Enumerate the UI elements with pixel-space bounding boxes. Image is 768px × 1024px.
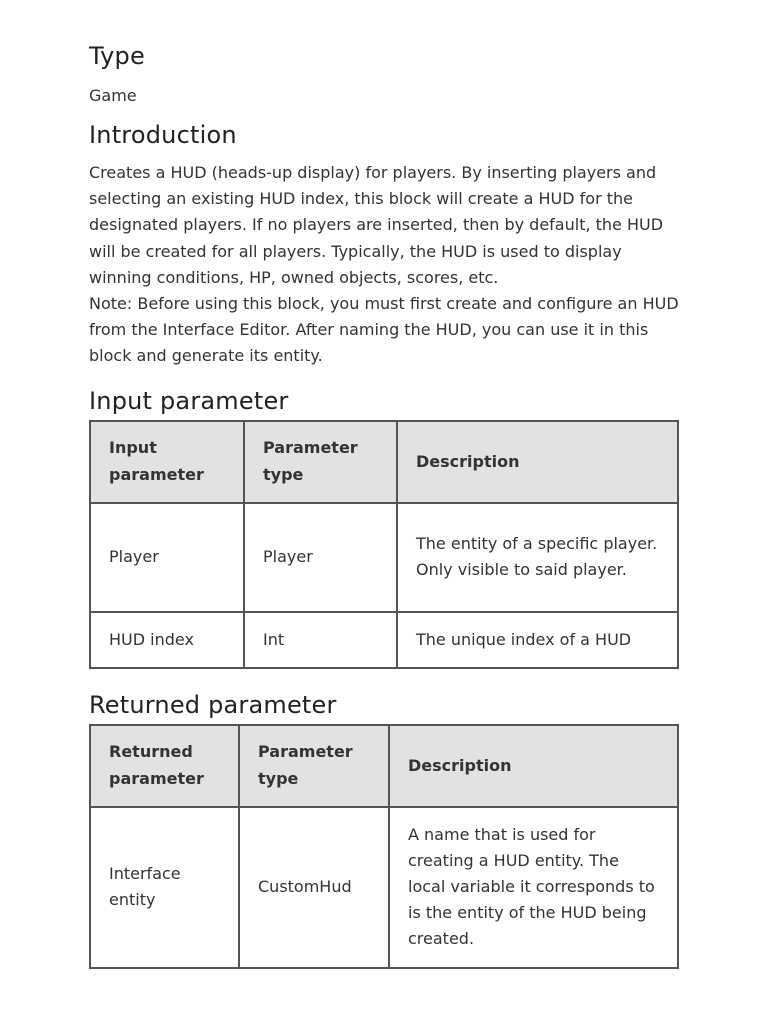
cell-description: The entity of a specific player. Only visible to said player.	[397, 503, 678, 612]
cell-type: CustomHud	[239, 807, 389, 968]
introduction-paragraph: Creates a HUD (heads-up display) for players. By inserting players and selecting an existing HUD index, this block will create a HUD for the designated players. If no players are inserted, then by default, the HUD will be created for all players. Typically, the HUD is used to display winning conditions, HP, owned objects, scores, etc.	[89, 163, 664, 287]
introduction-note: Note: Before using this block, you must first create and configure an HUD from the Interface Editor. After naming the HUD, you can use it in this block and generate its entity.	[89, 294, 679, 366]
cell-description: A name that is used for creating a HUD entity. The local variable it corresponds to is the entity of the HUD being created.	[389, 807, 678, 968]
returned-parameter-table	[89, 724, 679, 969]
table-row	[90, 807, 678, 968]
cell-type: Int	[244, 612, 397, 668]
header-parameter-type: Parameter type	[239, 725, 389, 807]
table-header-row	[90, 421, 678, 503]
header-parameter-type: Parameter type	[244, 421, 397, 503]
type-heading: Type	[89, 42, 145, 70]
introduction-heading: Introduction	[89, 121, 237, 149]
table-row	[90, 612, 678, 668]
input-parameter-heading: Input parameter	[89, 386, 289, 415]
table-row	[90, 503, 678, 612]
introduction-body	[89, 160, 679, 370]
header-returned-parameter: Returned parameter	[90, 725, 239, 807]
cell-description: The unique index of a HUD	[397, 612, 678, 668]
type-value: Game	[89, 86, 137, 105]
header-input-parameter: Input parameter	[90, 421, 244, 503]
cell-type: Player	[244, 503, 397, 612]
cell-parameter: Interface entity	[90, 807, 239, 968]
cell-parameter: Player	[90, 503, 244, 612]
header-description: Description	[389, 725, 678, 807]
returned-parameter-heading: Returned parameter	[89, 690, 337, 719]
header-description: Description	[397, 421, 678, 503]
table-header-row	[90, 725, 678, 807]
input-parameter-table	[89, 420, 679, 669]
cell-parameter: HUD index	[90, 612, 244, 668]
